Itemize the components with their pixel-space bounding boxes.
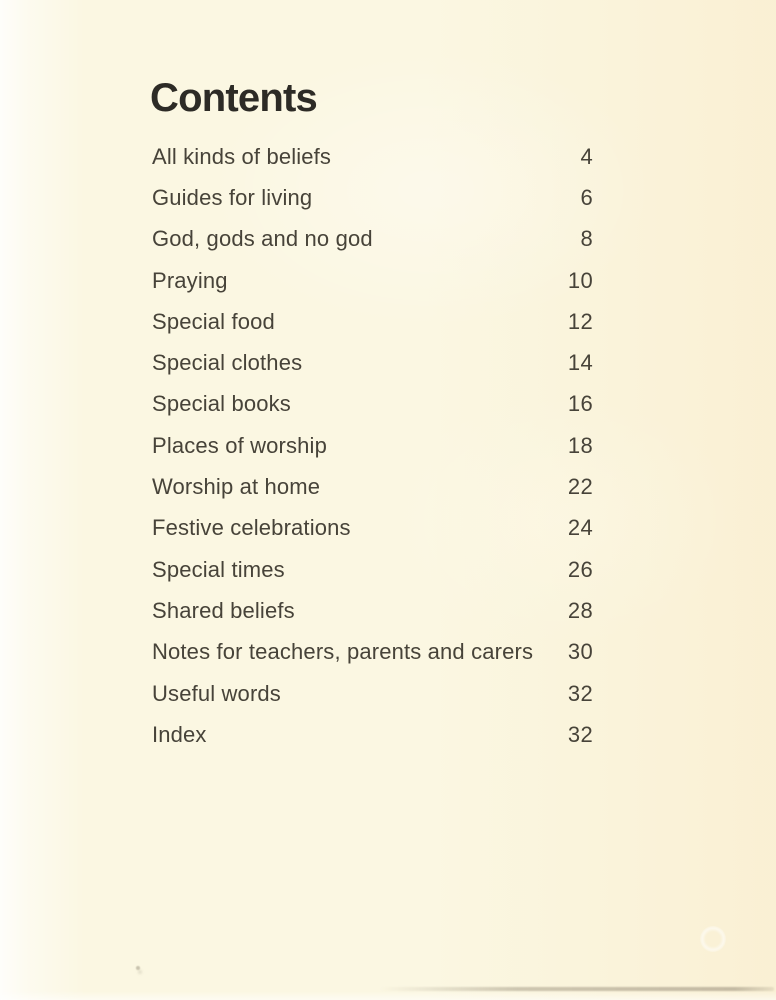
toc-entry-label: Useful words — [152, 680, 281, 706]
toc-entry-label: Praying — [152, 267, 228, 293]
toc-entry-label: Places of worship — [152, 432, 327, 458]
toc-entry-label: God, gods and no god — [152, 226, 373, 252]
toc-entry-label: Shared beliefs — [152, 597, 295, 623]
toc-entry-label: Special times — [152, 556, 285, 582]
toc-entry-label: Notes for teachers, parents and carers — [152, 639, 534, 665]
toc-list — [152, 136, 593, 755]
toc-entry-page: 4 — [580, 143, 593, 169]
toc-entry-page: 32 — [567, 680, 593, 706]
toc-entry-label: Special food — [152, 308, 275, 334]
toc-entry-label: Index — [152, 721, 207, 747]
toc-entry-label: All kinds of beliefs — [152, 143, 332, 169]
scan-artifact-speck — [136, 966, 140, 970]
toc-entry-label: Special clothes — [152, 350, 303, 376]
toc-entry-label: Worship at home — [152, 474, 321, 500]
toc-entry — [152, 136, 593, 177]
toc-entry-page: 16 — [567, 391, 593, 417]
toc-entry — [152, 549, 593, 590]
toc-entry — [152, 301, 593, 342]
toc-entry-page: 30 — [567, 639, 593, 665]
toc-entry — [152, 466, 593, 507]
page-edge-highlight — [0, 991, 776, 1000]
toc-entry — [152, 508, 593, 549]
toc-entry — [152, 177, 593, 218]
toc-entry-page: 32 — [567, 721, 593, 747]
toc-entry — [152, 425, 593, 466]
toc-entry-page: 10 — [567, 267, 593, 293]
toc-entry-page: 26 — [567, 556, 593, 582]
toc-entry — [152, 219, 593, 260]
toc-entry-page: 22 — [567, 474, 593, 500]
toc-entry — [152, 673, 593, 714]
toc-entry — [152, 632, 593, 673]
toc-entry-page: 12 — [567, 308, 593, 334]
toc-entry-page: 14 — [567, 350, 593, 376]
toc-entry-page: 28 — [567, 597, 593, 623]
toc-entry-label: Guides for living — [152, 184, 313, 210]
page-title: Contents — [150, 76, 317, 120]
toc-entry — [152, 384, 593, 425]
scan-artifact-corner-ring — [700, 926, 726, 952]
toc-entry — [152, 342, 593, 383]
toc-entry — [152, 590, 593, 631]
toc-entry-page: 18 — [567, 432, 593, 458]
toc-entry-label: Special books — [152, 391, 291, 417]
toc-entry-page: 6 — [580, 184, 593, 210]
toc-entry — [152, 260, 593, 301]
toc-entry-page: 24 — [567, 515, 593, 541]
toc-entry-label: Festive celebrations — [152, 515, 351, 541]
toc-entry-page: 8 — [580, 226, 593, 252]
toc-entry — [152, 714, 593, 755]
